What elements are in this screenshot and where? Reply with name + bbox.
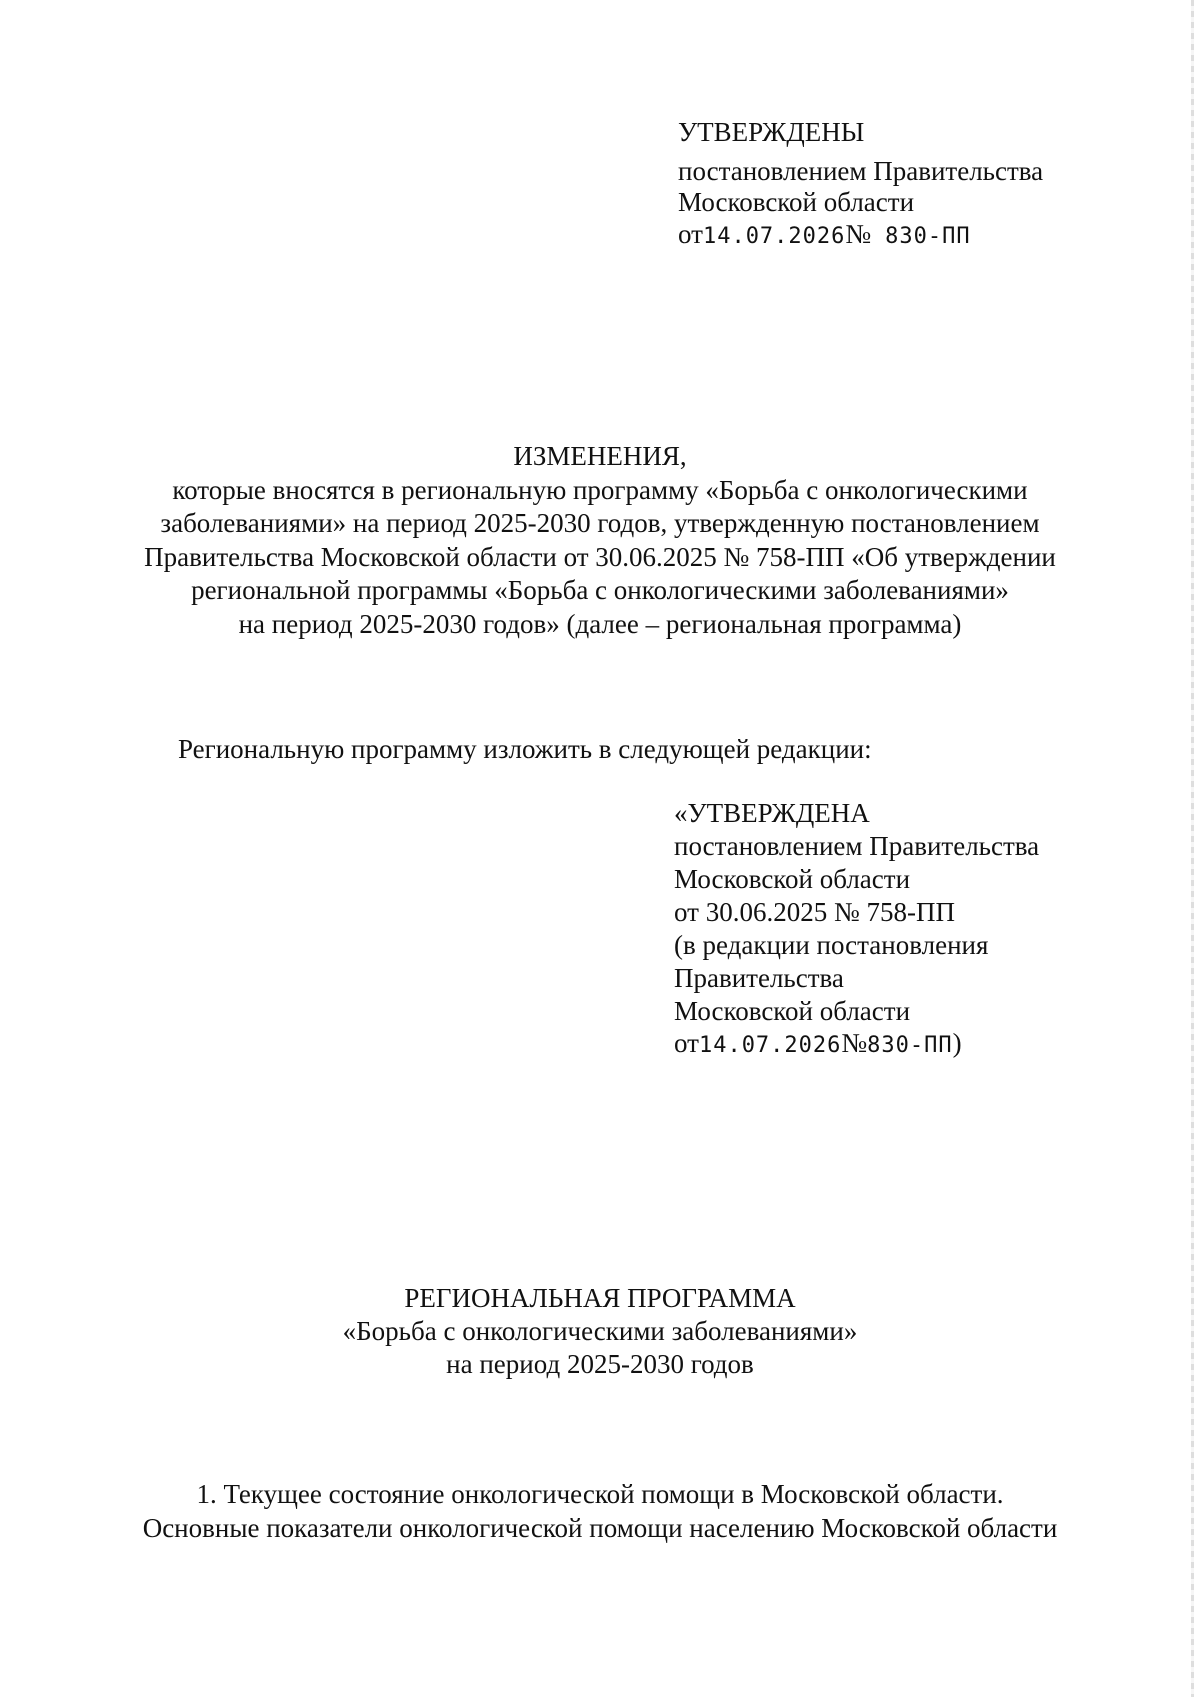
approved-line6: Московской области: [674, 996, 911, 1026]
changes-line: Правительства Московской области от 30.06.2025 № 758-ПП «Об утверждении: [144, 542, 1056, 572]
approved-suffix: ): [952, 1028, 962, 1058]
approved-num-sign: №: [841, 1028, 868, 1058]
changes-line: заболеваниями» на период 2025-2030 годов, утвержденную постановлением: [160, 508, 1040, 538]
approved-line3: от 30.06.2025 № 758-ПП: [674, 897, 955, 927]
approval-date-line: [678, 218, 971, 253]
program-line2: на период 2025-2030 годов: [446, 1349, 754, 1379]
instruction-text: Региональную программу изложить в следующей редакции:: [178, 734, 872, 764]
scan-edge: [1191, 0, 1194, 1697]
approved-line4: (в редакции постановления: [674, 930, 989, 960]
section1-line2: Основные показатели онкологической помощи населению Московской области: [142, 1513, 1058, 1543]
program-line1: «Борьба с онкологическими заболеваниями»: [342, 1316, 858, 1346]
changes-line: которые вносятся в региональную программу «Борьба с онкологическими: [172, 475, 1028, 505]
approved-prefix: от: [674, 1028, 699, 1058]
approved-line5: Правительства: [674, 963, 844, 993]
program-title: РЕГИОНАЛЬНАЯ ПРОГРАММА: [404, 1283, 796, 1313]
approved-line1: постановлением Правительства: [674, 831, 1040, 861]
changes-line: на период 2025-2030 годов» (далее – региональная программа): [238, 609, 962, 639]
approved-number: 830-ПП: [867, 1033, 953, 1058]
approval-prefix: от: [678, 219, 703, 249]
approval-num-sign: №: [845, 219, 872, 249]
approval-line1: постановлением Правительства: [678, 156, 1044, 186]
approval-date: 14.07.2026: [702, 224, 846, 249]
changes-title: ИЗМЕНЕНИЯ,: [513, 441, 687, 471]
approval-title: УТВЕРЖДЕНЫ: [678, 117, 865, 147]
approved-date: 14.07.2026: [698, 1033, 842, 1058]
approved-title: «УТВЕРЖДЕНА: [674, 798, 870, 828]
approval-number: 830-ПП: [885, 224, 971, 249]
approval-line2: Московской области: [678, 187, 915, 217]
changes-line: региональной программы «Борьба с онкологическими заболеваниями»: [191, 575, 1009, 605]
approved-date-line: [674, 1027, 962, 1062]
approved-line2: Московской области: [674, 864, 911, 894]
section1-line1: 1. Текущее состояние онкологической помощи в Московской области.: [196, 1479, 1004, 1509]
